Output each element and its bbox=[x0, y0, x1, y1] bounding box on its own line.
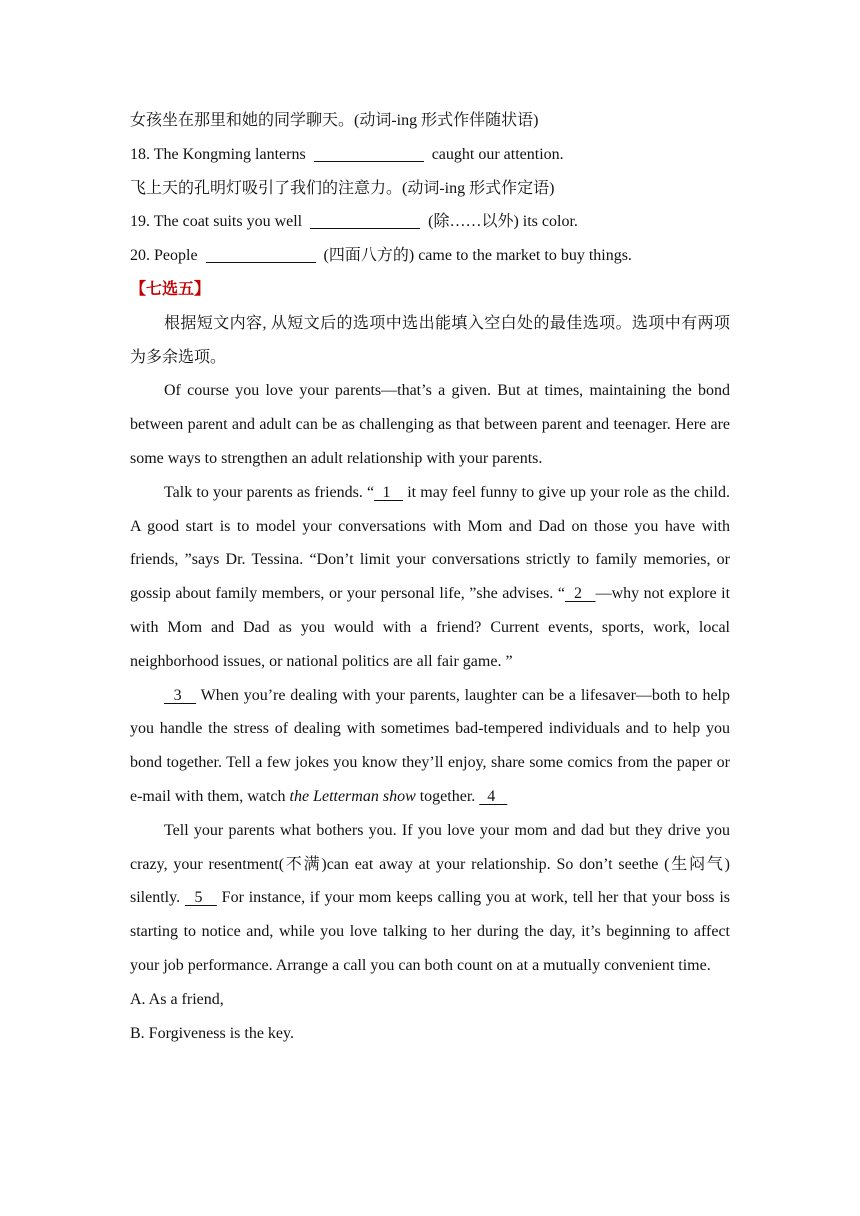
p4-text-b: For instance, if your mom keeps calling you at work, tell her that your boss is starting to notice and, while you love talking to her during the day, it’s beginning to affect your job performance. Arrange a call you can both count on at a mutually convenient time. bbox=[130, 889, 730, 974]
question-18 bbox=[130, 138, 730, 172]
q18-text-before: 18. The Kongming lanterns bbox=[130, 145, 306, 163]
q18-answer-blank[interactable] bbox=[314, 143, 424, 162]
q18-translation: 飞上天的孔明灯吸引了我们的注意力。(动词-ing 形式作定语) bbox=[130, 179, 555, 197]
q20-text-before: 20. People bbox=[130, 247, 198, 265]
p2-text-c: —why not explore it with Mom and Dad as you would with a friend? Current events, sports, work, local neighborhood issues, or national politics are all fair game. ” bbox=[130, 585, 731, 670]
passage-paragraph-3 bbox=[130, 679, 730, 814]
translation-line: 女孩坐在那里和她的同学聊天。(动词-ing 形式作伴随状语) bbox=[130, 112, 539, 129]
p3-italic-title: the Letterman show bbox=[289, 787, 416, 805]
passage-paragraph-2 bbox=[130, 476, 730, 679]
q20-answer-blank[interactable] bbox=[206, 244, 316, 263]
blank-1[interactable]: 1 bbox=[374, 483, 404, 501]
q19-answer-blank[interactable] bbox=[310, 210, 420, 229]
instructions: 根据短文内容, 从短文后的选项中选出能填入空白处的最佳选项。选项中有两项为多余选项。 bbox=[130, 314, 730, 366]
question-20 bbox=[130, 239, 730, 273]
p3-text-b: together. bbox=[415, 787, 480, 805]
p4-text-a: Tell your parents what bothers you. If you love your mom and dad but they drive you crazy, your resentment(不满)can eat away at your relationship. So don’t seethe (生闷气) silently. bbox=[130, 821, 730, 907]
q19-text-before: 19. The coat suits you well bbox=[130, 213, 303, 231]
q20-text-after: (四面八方的) came to the market to buy things. bbox=[323, 247, 632, 265]
blank-4[interactable]: 4 bbox=[479, 787, 508, 805]
question-19 bbox=[130, 205, 730, 239]
blank-5[interactable]: 5 bbox=[184, 889, 217, 907]
p2-text-b: it may feel funny to give up your role as the child. A good start is to model your conversations with Mom and Dad on those you have with friends, ”says Dr. Tessina. “Don’t limit your conversations strictly to family memories, or gossip about family members, or your personal life, ”she advises. “ bbox=[130, 483, 730, 603]
option-b: B. Forgiveness is the key. bbox=[130, 1024, 294, 1042]
blank-2[interactable]: 2 bbox=[564, 585, 596, 603]
q18-text-after: caught our attention. bbox=[431, 145, 564, 163]
document-page bbox=[130, 104, 730, 1050]
p2-text-a: Talk to your parents as friends. “ bbox=[164, 483, 375, 501]
blank-3[interactable]: 3 bbox=[164, 686, 197, 704]
section-title: 【七选五】 bbox=[130, 280, 211, 298]
passage-paragraph-4 bbox=[130, 814, 730, 983]
q19-text-after: (除……以外) its color. bbox=[428, 213, 578, 231]
option-a: A. As a friend, bbox=[130, 990, 224, 1008]
p3-text-a: When you’re dealing with your parents, laughter can be a lifesaver—both to help you handle the stress of dealing with sometimes bad-tempered individuals and to help you bond together. Tell a few jokes you know they’ll enjoy, share some comics from the paper or e-mail with them, watch bbox=[130, 686, 730, 805]
passage-paragraph-1: Of course you love your parents—that’s a given. But at times, maintaining the bond between parent and adult can be as challenging as that between parent and teenager. Here are some ways to strengthen an adult relationship with your parents. bbox=[130, 382, 730, 467]
